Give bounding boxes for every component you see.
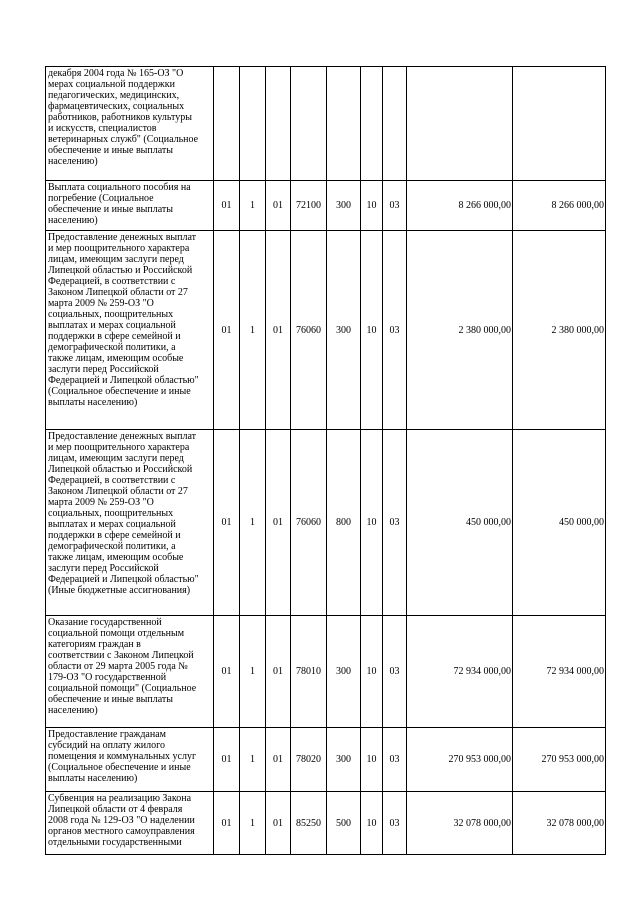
subprogram-code-cell: 1: [240, 616, 266, 728]
subprogram-code-cell: 1: [240, 181, 266, 231]
subsection-cell: 03: [383, 231, 407, 430]
name-cell: Предоставление гражданам субсидий на оплату жилого помещения и коммунальных услуг (Социальное обеспечение и иные выплаты населению): [46, 728, 214, 792]
subprogram-code-cell: 1: [240, 430, 266, 616]
table-row: [46, 792, 606, 855]
amount-total-cell: 270 953 000,00: [513, 728, 606, 792]
expense-type-cell: 300: [327, 616, 361, 728]
main-event-code-cell: 01: [266, 231, 291, 430]
name-cell: Предоставление денежных выплат и мер поощрительного характера лицам, имеющим заслуги перед Липецкой областью и Российской Федерацией, в соответствии с Законом Липецкой области от 27 марта 2009 № 259-ОЗ "О социальных, поощрительных выплатах и мерах социальной поддержки в сфере семейной и демографической политики, а также лицам, имеющим особые заслуги перед Российской Федерацией и Липецкой областью" (Социальное обеспечение и иные выплаты населению): [46, 231, 214, 430]
expense-type-cell: 300: [327, 231, 361, 430]
subsection-cell: 03: [383, 430, 407, 616]
expense-type-cell: 300: [327, 728, 361, 792]
name-cell: Оказание государственной социальной помощи отдельным категориям граждан в соответствии с Законом Липецкой области от 29 марта 2005 года № 179-ОЗ "О государственной социальной помощи" (Социальное обеспечение и иные выплаты населению): [46, 616, 214, 728]
program-code-cell: 01: [214, 728, 240, 792]
program-code-cell: 01: [214, 616, 240, 728]
section-cell: 10: [361, 231, 383, 430]
amount-cell: 270 953 000,00: [407, 728, 513, 792]
name-cell: декабря 2004 года № 165-ОЗ "О мерах социальной поддержки педагогических, медицинских, фармацевтических, социальных работников, работников культуры и искусств, специалистов ветеринарных служб" (Социальное обеспечение и иные выплаты населению): [46, 67, 214, 181]
amount-total-cell: 450 000,00: [513, 430, 606, 616]
direction-code-cell: 76060: [291, 430, 327, 616]
main-event-code-cell: [266, 67, 291, 181]
direction-code-cell: 78020: [291, 728, 327, 792]
subsection-cell: [383, 67, 407, 181]
expense-type-cell: [327, 67, 361, 181]
program-code-cell: 01: [214, 430, 240, 616]
name-cell: Предоставление денежных выплат и мер поощрительного характера лицам, имеющим заслуги перед Липецкой областью и Российской Федерацией, в соответствии с Законом Липецкой области от 27 марта 2009 № 259-ОЗ "О социальных, поощрительных выплатах и мерах социальной поддержки в сфере семейной и демографической политики, а также лицам, имеющим особые заслуги перед Российской Федерацией и Липецкой областью" (Иные бюджетные ассигнования): [46, 430, 214, 616]
amount-cell: 2 380 000,00: [407, 231, 513, 430]
expense-type-cell: 800: [327, 430, 361, 616]
direction-code-cell: [291, 67, 327, 181]
table-row: [46, 616, 606, 728]
amount-cell: [407, 67, 513, 181]
amount-total-cell: 8 266 000,00: [513, 181, 606, 231]
table-row: [46, 231, 606, 430]
section-cell: 10: [361, 181, 383, 231]
direction-code-cell: 72100: [291, 181, 327, 231]
subprogram-code-cell: 1: [240, 792, 266, 855]
amount-total-cell: 32 078 000,00: [513, 792, 606, 855]
table-row: [46, 728, 606, 792]
subsection-cell: 03: [383, 616, 407, 728]
program-code-cell: 01: [214, 792, 240, 855]
name-cell: Выплата социального пособия на погребение (Социальное обеспечение и иные выплаты населению): [46, 181, 214, 231]
subsection-cell: 03: [383, 728, 407, 792]
expense-type-cell: 300: [327, 181, 361, 231]
section-cell: 10: [361, 616, 383, 728]
direction-code-cell: 76060: [291, 231, 327, 430]
program-code-cell: 01: [214, 231, 240, 430]
program-code-cell: 01: [214, 181, 240, 231]
subsection-cell: 03: [383, 181, 407, 231]
subprogram-code-cell: 1: [240, 728, 266, 792]
main-event-code-cell: 01: [266, 430, 291, 616]
direction-code-cell: 85250: [291, 792, 327, 855]
section-cell: [361, 67, 383, 181]
expense-type-cell: 500: [327, 792, 361, 855]
table-row: [46, 67, 606, 181]
subprogram-code-cell: 1: [240, 231, 266, 430]
main-event-code-cell: 01: [266, 181, 291, 231]
table-row: [46, 181, 606, 231]
section-cell: 10: [361, 430, 383, 616]
table-row: [46, 430, 606, 616]
subprogram-code-cell: [240, 67, 266, 181]
amount-cell: 32 078 000,00: [407, 792, 513, 855]
direction-code-cell: 78010: [291, 616, 327, 728]
amount-total-cell: 72 934 000,00: [513, 616, 606, 728]
name-cell: Субвенция на реализацию Закона Липецкой области от 4 февраля 2008 года № 129-ОЗ "О наделении органов местного самоуправления отдельными государственными: [46, 792, 214, 855]
subsection-cell: 03: [383, 792, 407, 855]
amount-cell: 450 000,00: [407, 430, 513, 616]
main-event-code-cell: 01: [266, 728, 291, 792]
program-code-cell: [214, 67, 240, 181]
main-event-code-cell: 01: [266, 792, 291, 855]
amount-cell: 8 266 000,00: [407, 181, 513, 231]
section-cell: 10: [361, 728, 383, 792]
amount-total-cell: [513, 67, 606, 181]
budget-table: [45, 66, 606, 855]
section-cell: 10: [361, 792, 383, 855]
main-event-code-cell: 01: [266, 616, 291, 728]
amount-total-cell: 2 380 000,00: [513, 231, 606, 430]
table-body: [46, 67, 606, 855]
amount-cell: 72 934 000,00: [407, 616, 513, 728]
